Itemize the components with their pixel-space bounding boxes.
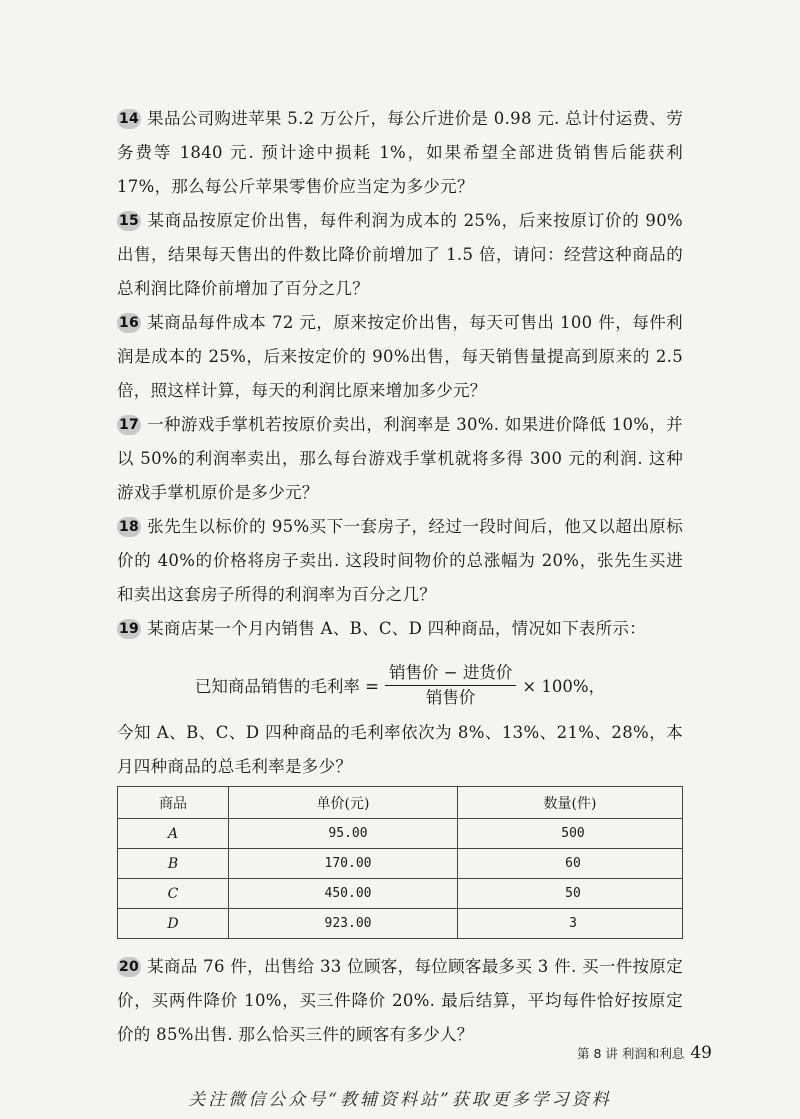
page-number: 49 xyxy=(690,1043,712,1063)
problem-text: 某商店某一个月内销售 A、B、C、D 四种商品，情况如下表所示： xyxy=(147,619,647,638)
cell-unit-price: 170.00 xyxy=(229,849,458,879)
header-unit-price: 单价(元) xyxy=(229,787,458,819)
cell-product: A xyxy=(118,819,229,849)
cell-quantity: 50 xyxy=(458,879,683,909)
cell-unit-price: 450.00 xyxy=(229,879,458,909)
problem-15 xyxy=(117,204,683,306)
problem-18 xyxy=(117,510,683,612)
cell-quantity: 60 xyxy=(458,849,683,879)
problem-number: 14 xyxy=(119,111,140,127)
table-row xyxy=(118,879,683,909)
cell-product: D xyxy=(118,909,229,939)
page-footer xyxy=(577,1043,712,1063)
formula-lhs: 已知商品销售的毛利率 = xyxy=(194,677,379,696)
cell-product: B xyxy=(118,849,229,879)
header-product: 商品 xyxy=(118,787,229,819)
formula-rhs: × 100%， xyxy=(522,677,606,696)
problem-19-continued: 今知 A、B、C、D 四种商品的毛利率依次为 8%、13%、21%、28%，本月四种商品的总毛利率是多少？ xyxy=(117,723,683,776)
table-row xyxy=(118,849,683,879)
formula-numerator: 销售价 − 进货价 xyxy=(385,663,516,686)
cell-quantity: 500 xyxy=(458,819,683,849)
gross-margin-formula xyxy=(0,660,800,710)
problem-text: 果品公司购进苹果 5.2 万公斤，每公斤进价是 0.98 元. 总计付运费、劳务费等 1840 元. 预计途中损耗 1%，如果希望全部进货销售后能获利 17%，那么每公斤苹果零售价应当定为多少元？ xyxy=(117,109,683,196)
cell-unit-price: 923.00 xyxy=(229,909,458,939)
problem-number: 15 xyxy=(119,213,140,229)
problem-17 xyxy=(117,408,683,510)
problem-14 xyxy=(117,102,683,204)
formula-fraction xyxy=(385,663,516,708)
problem-19 xyxy=(117,612,683,646)
table-header-row xyxy=(118,787,683,819)
problem-number: 18 xyxy=(119,519,140,535)
problem-text: 某商品 76 件，出售给 33 位顾客，每位顾客最多买 3 件. 买一件按原定价，买两件降价 10%，买三件降价 20%. 最后结算，平均每件恰好按原定价的 85%出售. 那么恰买三件的顾客有多少人？ xyxy=(117,957,683,1044)
cell-quantity: 3 xyxy=(458,909,683,939)
problem-text: 某商品按原定价出售，每件利润为成本的 25%，后来按原订价的 90%出售，结果每天售出的件数比降价前增加了 1.5 倍，请问：经营这种商品的总利润比降价前增加了百分之几？ xyxy=(117,211,683,298)
cell-unit-price: 95.00 xyxy=(229,819,458,849)
chapter-label: 第 8 讲 利润和利息 xyxy=(576,1046,685,1061)
problem-number: 20 xyxy=(119,959,140,975)
header-quantity: 数量(件) xyxy=(458,787,683,819)
table-row xyxy=(118,909,683,939)
problem-20 xyxy=(117,950,683,1052)
problem-text: 一种游戏手掌机若按原价卖出，利润率是 30%. 如果进价降低 10%，并以 50%的利润率卖出，那么每台游戏手掌机就将多得 300 元的利润. 这种游戏手掌机原价是多少元？ xyxy=(117,415,683,502)
formula-denominator: 销售价 xyxy=(425,687,476,707)
problem-number: 17 xyxy=(119,417,140,433)
watermark-text: 关注微信公众号“教辅资料站”获取更多学习资料 xyxy=(188,1090,612,1110)
problem-number: 16 xyxy=(119,315,140,331)
cell-product: C xyxy=(118,879,229,909)
sales-table xyxy=(117,786,683,939)
problem-16 xyxy=(117,306,683,408)
table-row xyxy=(118,819,683,849)
problem-text: 张先生以标价的 95%买下一套房子，经过一段时间后，他又以超出原标价的 40%的价格将房子卖出. 这段时间物价的总涨幅为 20%，张先生买进和卖出这套房子所得的利润率为百分之几？ xyxy=(117,517,683,604)
problem-text: 某商品每件成本 72 元，原来按定价出售，每天可售出 100 件，每件利润是成本的 25%，后来按定价的 90%出售，每天销售量提高到原来的 2.5 倍，照这样计算，每天的利润比原来增加多少元？ xyxy=(117,313,683,400)
problem-number: 19 xyxy=(119,621,140,637)
